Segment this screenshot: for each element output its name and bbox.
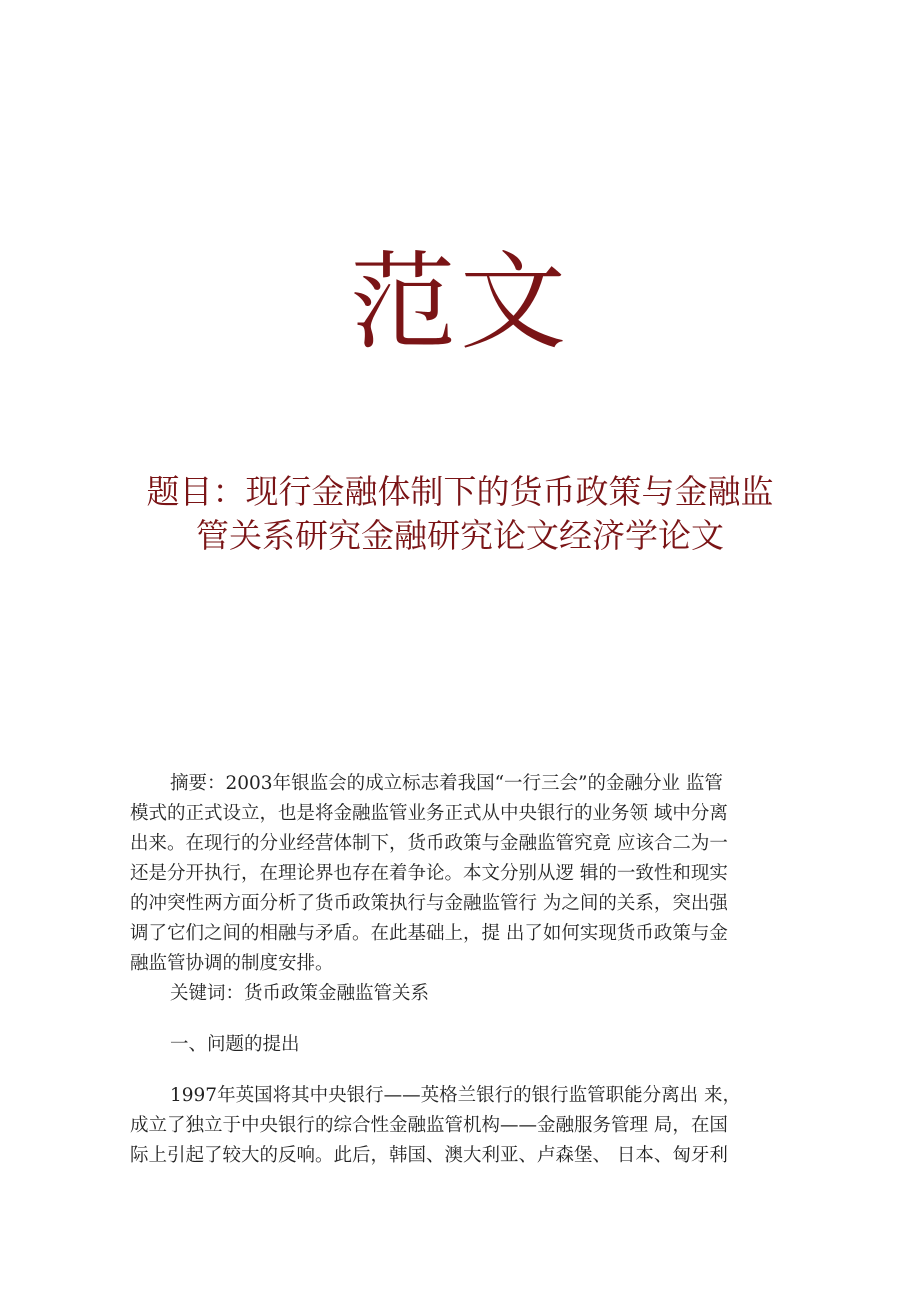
abstract-line: 调了它们之间的相融与矛盾。在此基础上，提 出了如何实现货币政策与金 [130, 923, 728, 944]
paragraph-gap [130, 1060, 790, 1081]
subject-title-line-1: 题目：现行金融体制下的货币政策与金融监 [146, 472, 774, 511]
abstract-line: 模式的正式设立，也是将金融监管业务正式从中央银行的业务领 域中分离 [130, 803, 728, 824]
subject-title [110, 470, 810, 558]
abstract-line: 融监管协调的制度安排。 [130, 953, 334, 974]
section-heading: 一、问题的提出 [170, 1034, 300, 1055]
abstract-line: 的冲突性两方面分析了货币政策执行与金融监管行 为之间的关系，突出强 [130, 893, 728, 914]
abstract-line: 还是分开执行，在理论界也存在着争论。本文分别从逻 辑的一致性和现实 [130, 863, 728, 884]
paragraph-gap [130, 1009, 790, 1030]
paragraph-line: 1997年英国将其中央银行——英格兰银行的银行监管职能分离出 来， [170, 1085, 741, 1106]
paragraph-line: 际上引起了较大的反响。此后，韩国、澳大利亚、卢森堡、 日本、匈牙利 [130, 1145, 728, 1166]
big-title: 范文 [350, 241, 570, 364]
paragraph-line: 成立了独立于中央银行的综合性金融监管机构——金融服务管理 局，在国 [130, 1115, 728, 1136]
abstract-line: 摘要：2003年银监会的成立标志着我国“一行三会”的金融分业 监管 [170, 773, 723, 794]
abstract-line: 出来。在现行的分业经营体制下，货币政策与金融监管究竟 应该合二为一 [130, 833, 728, 854]
body-text [130, 769, 790, 1171]
subject-title-line-2: 管关系研究金融研究论文经济学论文 [196, 516, 724, 555]
keywords-line: 关键词：货币政策金融监管关系 [170, 983, 430, 1004]
